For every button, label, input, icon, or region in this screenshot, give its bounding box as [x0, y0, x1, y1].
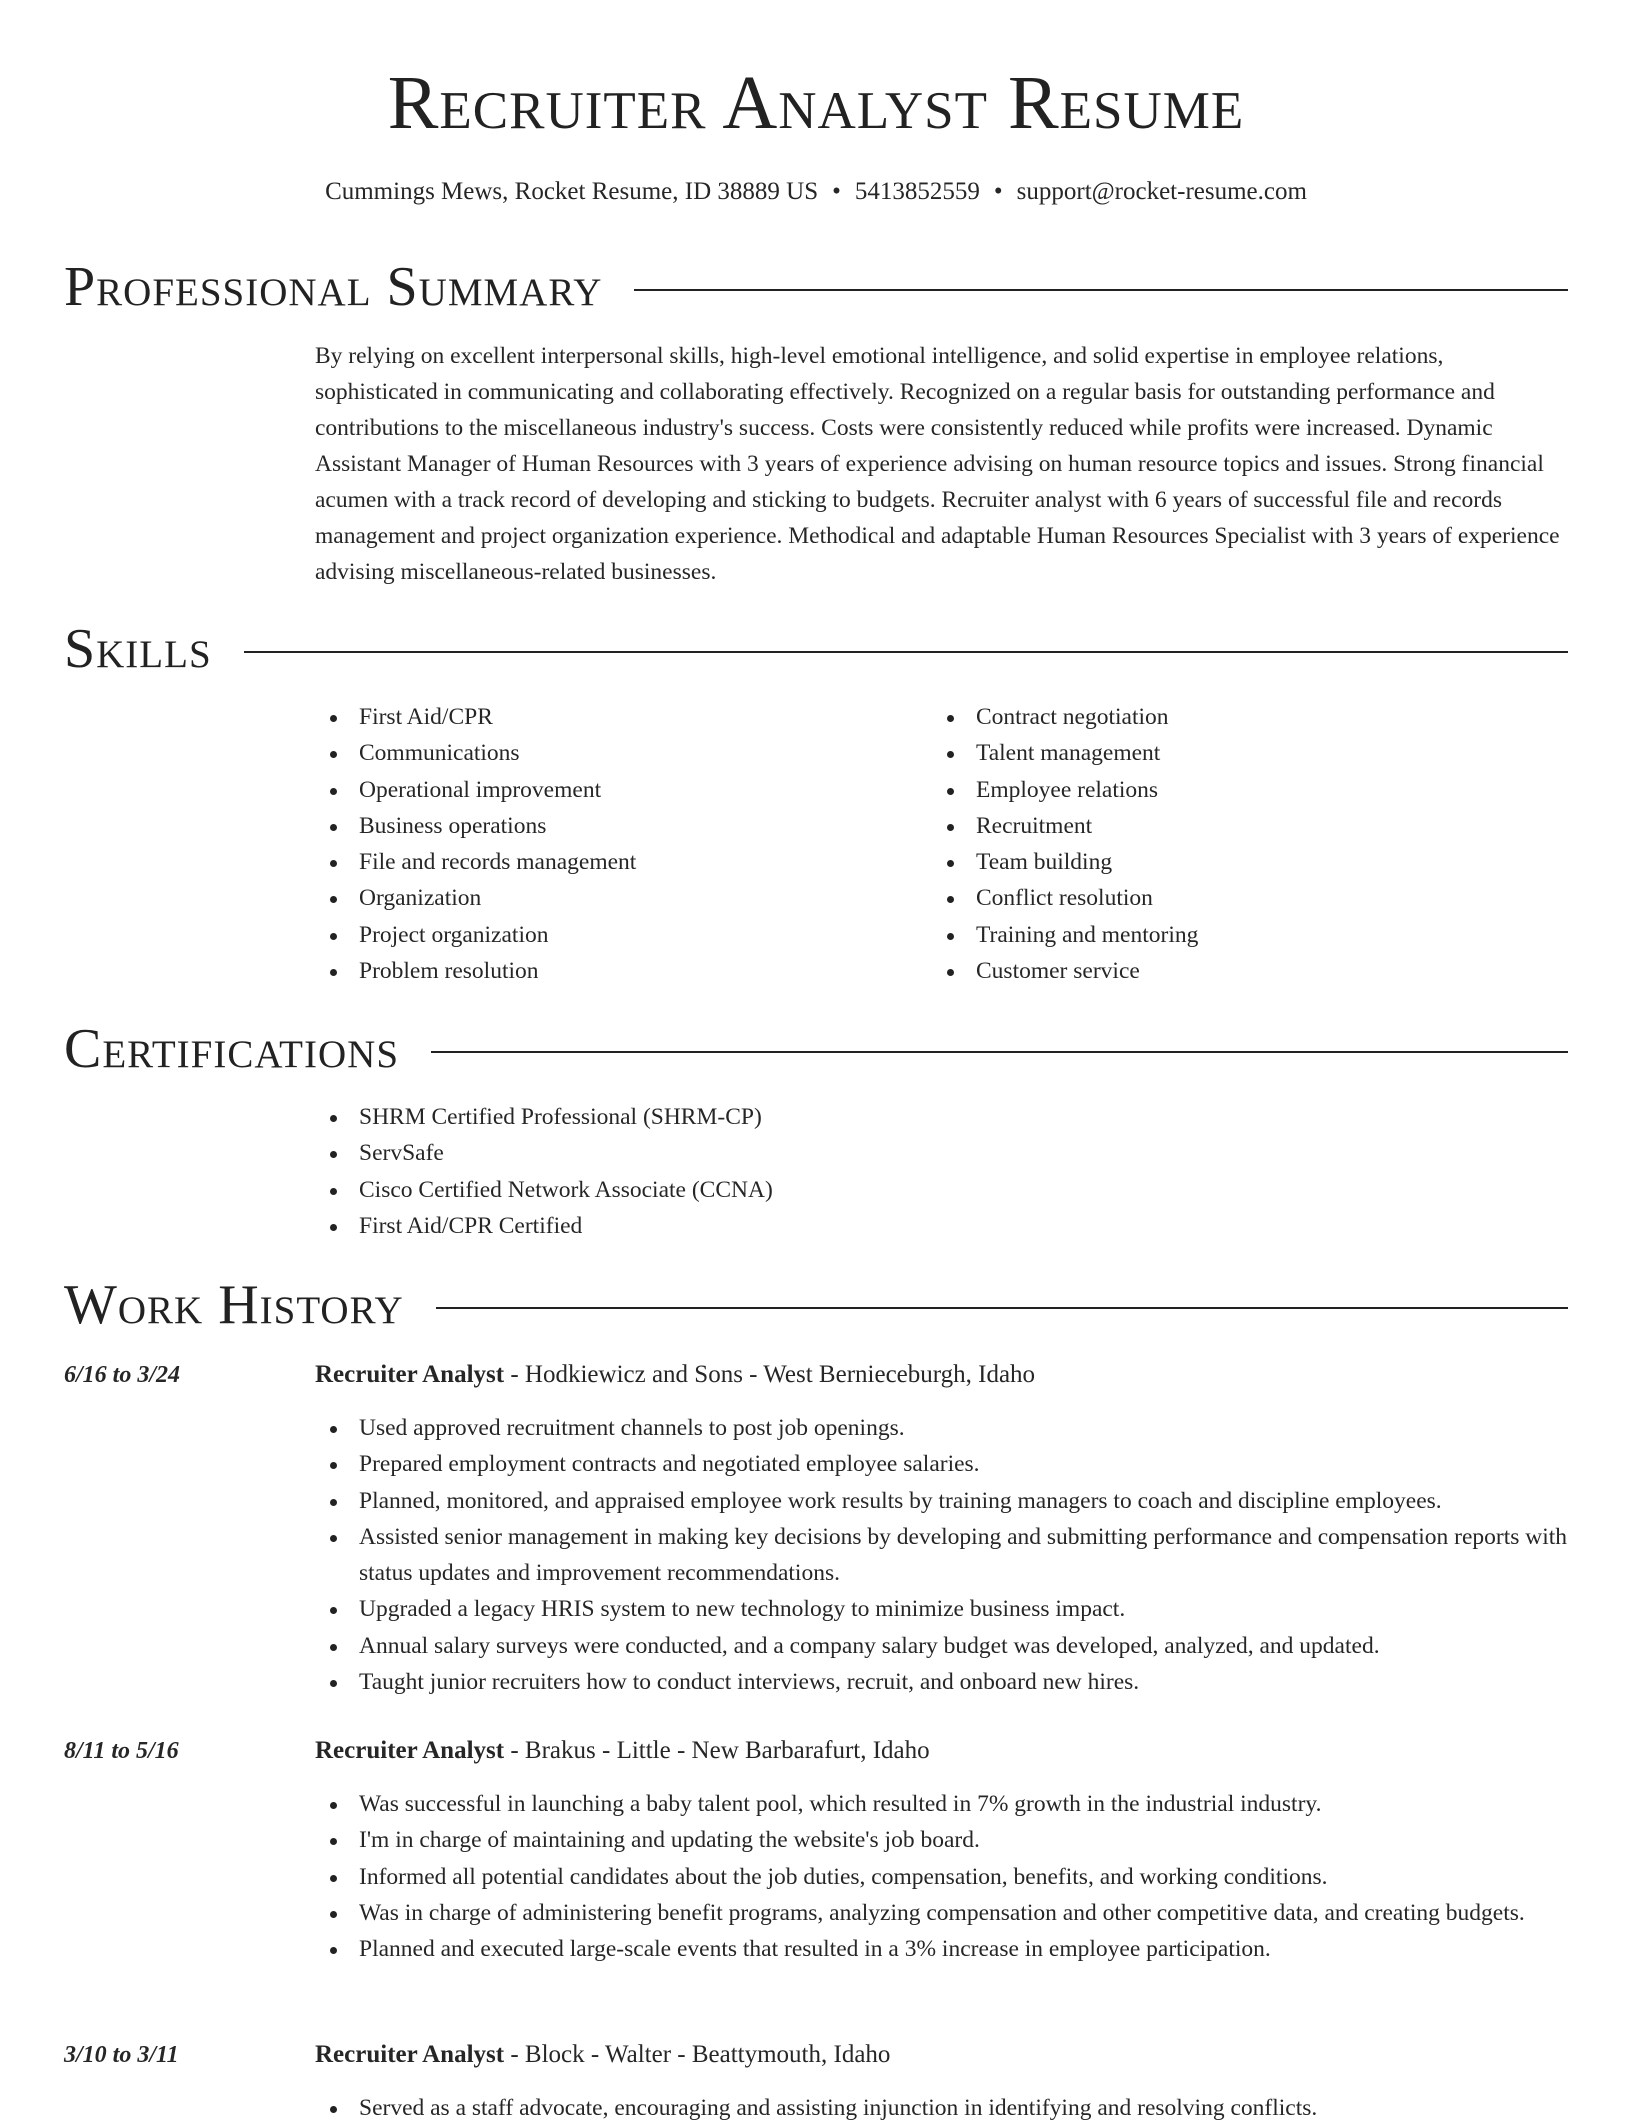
- certification-item: First Aid/CPR Certified: [315, 1208, 1515, 1244]
- job-bullet: Used approved recruitment channels to post job openings.: [315, 1410, 1570, 1446]
- job-heading: [315, 2038, 890, 2072]
- skill-item: Business operations: [315, 808, 875, 844]
- skills-list-left: [315, 699, 875, 989]
- job-role: Recruiter Analyst: [315, 1737, 505, 1764]
- skill-item: Contract negotiation: [932, 699, 1552, 735]
- section-header-summary: [64, 252, 1568, 322]
- job-heading: [315, 1358, 1035, 1392]
- skills-list-right: [932, 699, 1552, 989]
- job-bullet: Prepared employment contracts and negotiated employee salaries.: [315, 1446, 1570, 1482]
- job-bullet: Planned and executed large-scale events that resulted in a 3% increase in employee participation.: [315, 1931, 1570, 1967]
- job-dates: 8/11 to 5/16: [64, 1738, 179, 1764]
- contact-address: Cummings Mews, Rocket Resume, ID 38889 US: [325, 178, 819, 205]
- job-bullet: I'm in charge of maintaining and updating the website's job board.: [315, 1822, 1570, 1858]
- skill-item: Training and mentoring: [932, 917, 1552, 953]
- contact-separator: •: [832, 178, 841, 205]
- skill-item: Organization: [315, 880, 875, 916]
- section-rule: [436, 1307, 1568, 1309]
- skill-item: Operational improvement: [315, 772, 875, 808]
- section-header-certifications: [64, 1014, 1568, 1084]
- skill-item: Recruitment: [932, 808, 1552, 844]
- job-bullet: Was in charge of administering benefit programs, analyzing compensation and other competitive data, and creating budgets.: [315, 1895, 1570, 1931]
- job-bullet: Taught junior recruiters how to conduct interviews, recruit, and onboard new hires.: [315, 1664, 1570, 1700]
- skill-item: First Aid/CPR: [315, 699, 875, 735]
- section-title-skills: Skills: [64, 618, 212, 680]
- section-rule: [634, 289, 1568, 291]
- skill-item: Problem resolution: [315, 953, 875, 989]
- certifications-list: [315, 1099, 1515, 1244]
- job-bullets: [315, 2090, 1570, 2126]
- job-bullets: [315, 1786, 1570, 1967]
- job-company-location: - Hodkiewicz and Sons - West Bernieceburgh, Idaho: [504, 1361, 1036, 1388]
- section-title-certifications: Certifications: [64, 1018, 400, 1080]
- certification-item: Cisco Certified Network Associate (CCNA): [315, 1172, 1515, 1208]
- job-bullet: Planned, monitored, and appraised employee work results by training managers to coach and discipline employees.: [315, 1483, 1570, 1519]
- certification-item: ServSafe: [315, 1135, 1515, 1171]
- summary-text: By relying on excellent interpersonal skills, high-level emotional intelligence, and solid expertise in employee relations, sophisticated in communicating and collaborating effectively. Recognized on a regular basis for outstanding performance and contributions to the miscellaneous industry's success. Costs were consistently reduced while profits were increased. Dynamic Assistant Manager of Human Resources with 3 years of experience advising on human resource topics and issues. Strong financial acumen with a track record of developing and sticking to budgets. Recruiter analyst with 6 years of successful file and records management and project organization experience. Methodical and adaptable Human Resources Specialist with 3 years of experience advising miscellaneous-related businesses.: [315, 343, 1560, 585]
- section-rule: [431, 1051, 1568, 1053]
- job-role: Recruiter Analyst: [315, 2041, 505, 2068]
- job-bullet: Served as a staff advocate, encouraging and assisting injunction in identifying and resolving conflicts.: [315, 2090, 1570, 2126]
- section-header-skills: [64, 614, 1568, 684]
- contact-separator: •: [993, 178, 1003, 205]
- job-bullet: Informed all potential candidates about the job duties, compensation, benefits, and working conditions.: [315, 1859, 1570, 1895]
- certification-item: SHRM Certified Professional (SHRM-CP): [315, 1099, 1515, 1135]
- job-heading: [315, 1734, 930, 1768]
- skill-item: Communications: [315, 735, 875, 771]
- skill-item: File and records management: [315, 844, 875, 880]
- skill-item: Employee relations: [932, 772, 1552, 808]
- job-bullet: Annual salary surveys were conducted, and a company salary budget was developed, analyzed, and updated.: [315, 1628, 1570, 1664]
- job-dates: 6/16 to 3/24: [64, 1362, 181, 1388]
- job-dates: 3/10 to 3/11: [64, 2042, 179, 2068]
- skill-item: Team building: [932, 844, 1552, 880]
- job-bullet: Assisted senior management in making key decisions by developing and submitting performance and compensation reports with status updates and improvement recommendations.: [315, 1519, 1570, 1592]
- job-company-location: - Block - Walter - Beattymouth, Idaho: [504, 2041, 891, 2068]
- section-rule: [244, 651, 1568, 653]
- skill-item: Conflict resolution: [932, 880, 1552, 916]
- job-bullets: [315, 1410, 1570, 1700]
- skill-item: Project organization: [315, 917, 875, 953]
- contact-line: [0, 175, 1632, 209]
- skill-item: Customer service: [932, 953, 1552, 989]
- section-title-work-history: Work History: [64, 1274, 404, 1336]
- job-company-location: - Brakus - Little - New Barbarafurt, Idaho: [504, 1737, 930, 1764]
- contact-phone: 5413852559: [854, 178, 980, 205]
- skill-item: Talent management: [932, 735, 1552, 771]
- job-bullet: Upgraded a legacy HRIS system to new technology to minimize business impact.: [315, 1591, 1570, 1627]
- contact-email: support@rocket-resume.com: [1016, 178, 1307, 205]
- section-header-work-history: [64, 1270, 1568, 1340]
- job-bullet: Was successful in launching a baby talent pool, which resulted in 7% growth in the industrial industry.: [315, 1786, 1570, 1822]
- section-title-summary: Professional Summary: [64, 256, 603, 318]
- job-role: Recruiter Analyst: [315, 1361, 505, 1388]
- resume-title: Recruiter Analyst Resume: [387, 61, 1245, 145]
